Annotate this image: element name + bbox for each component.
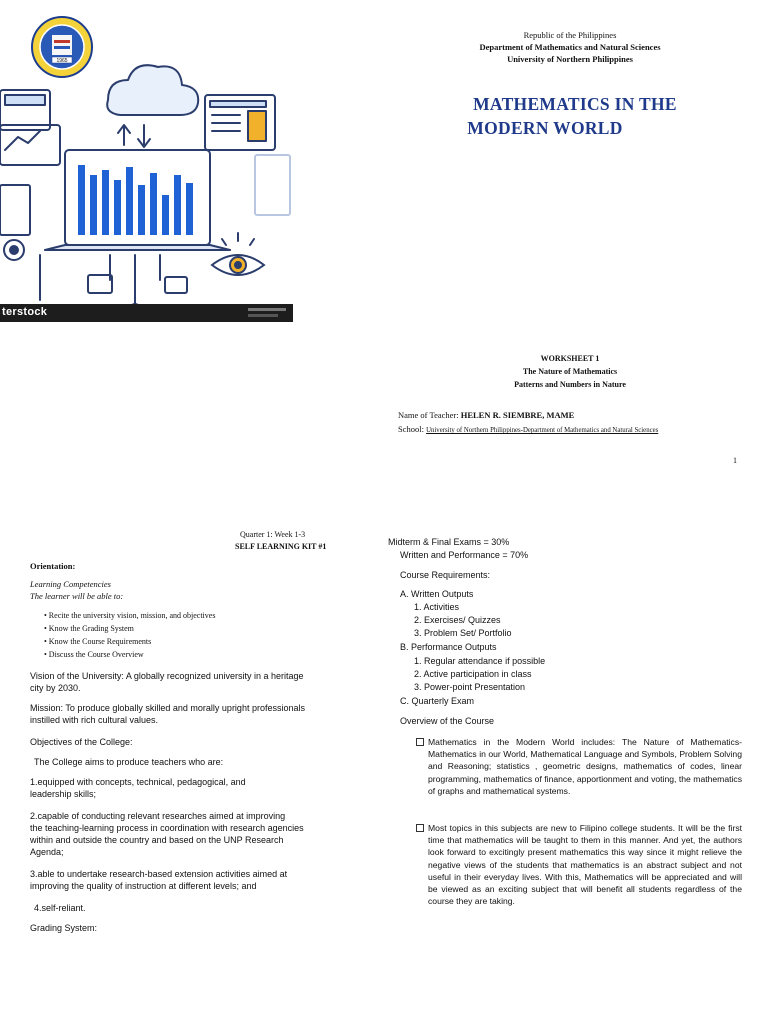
page-number: 1 — [733, 456, 737, 465]
teacher-name: HELEN R. SIEMBRE, MAME — [460, 410, 575, 420]
requirement-item: 2. Active participation in class — [414, 669, 532, 679]
stock-watermark-text: terstock — [2, 306, 48, 318]
objective-line: 1.equipped with concepts, technical, pedagogical, and — [30, 777, 246, 787]
school-name: University of Northern Philippines-Department of Mathematics and Natural Sciences — [426, 427, 659, 434]
competency-item: • Recite the university vision, mission, and objectives — [44, 611, 216, 620]
objectives-intro: The College aims to produce teachers who are: — [34, 757, 224, 767]
written-weight: Written and Performance = 70% — [400, 550, 529, 560]
teacher-label: Name of Teacher: — [398, 410, 459, 420]
stock-caption-line — [248, 308, 286, 311]
competency-item: • Know the Course Requirements — [44, 637, 152, 646]
document-title-line1: MATHEMATICS IN THE — [473, 94, 677, 114]
competency-item: • Know the Grading System — [44, 624, 134, 633]
requirement-item: 1. Regular attendance if possible — [414, 656, 546, 666]
overview-paragraph-text: Most topics in this subjects are new to Filipino college students. It will be the first time that mathematics will be taught to them in this manner. And yet, the authors look forward to excitingly present mathematics this way since it might relieve the negative views of the students that mathematics is an abstract subject and not useful in their everyday lives. With this, Mathematics will be appreciated and will be viewed as an exciting subject that will benefit all students regardless of the course they are taking. — [428, 823, 742, 907]
competency-item: • Discuss the Course Overview — [44, 650, 144, 659]
department-line: Department of Mathematics and Natural Sciences — [479, 42, 661, 52]
learner-intro: The learner will be able to: — [30, 591, 124, 601]
objective-4: 4.self-reliant. — [34, 903, 86, 913]
republic-line: Republic of the Philippines — [523, 30, 617, 40]
university-line: University of Northern Philippines — [507, 54, 633, 64]
document-title-line2: MODERN WORLD — [467, 118, 623, 138]
overview-paragraph-text: Mathematics in the Modern World includes: The Nature of Mathematics- Mathematics in our World, Mathematical Language and Symbols, Problem Solving and Reasoning; statistics , geometric designs, mathematics of codes, linear programming, mathematics of finance, apportionment and voting, the mathematics of graphs and mathematical systems. — [428, 737, 742, 796]
performance-outputs-heading: B. Performance Outputs — [400, 642, 497, 652]
objective-line: 3.able to undertake research-based extension activities aimed at — [30, 869, 288, 879]
objective-2 — [30, 810, 370, 858]
quarterly-exam-heading: C. Quarterly Exam — [400, 696, 475, 706]
worksheet-label: WORKSHEET 1 — [540, 354, 600, 363]
requirement-item: 3. Power-point Presentation — [414, 682, 526, 692]
objective-line: within and outside the country and based on the UNP Research — [30, 835, 284, 845]
cover-page — [0, 0, 768, 480]
school-row — [398, 424, 658, 434]
vision-line: city by 2030. — [30, 683, 81, 693]
requirement-item: 3. Problem Set/ Portfolio — [414, 628, 512, 638]
objective-line: the teaching-learning process in coordination with research agencies — [30, 823, 304, 833]
content-page — [0, 480, 768, 1024]
checkbox-bullet-icon — [416, 824, 424, 832]
worksheet-topic: The Nature of Mathematics — [522, 367, 618, 376]
teacher-row — [398, 410, 574, 420]
mission-text — [30, 702, 370, 726]
objective-line: improving the quality of instruction at different levels; and — [30, 881, 257, 891]
kit-label: SELF LEARNING KIT #1 — [235, 542, 327, 551]
laptop-data-illustration — [0, 55, 293, 321]
vision-text — [30, 670, 370, 694]
written-outputs-heading: A. Written Outputs — [400, 589, 474, 599]
overview-paragraph-2 — [428, 822, 742, 907]
overview-paragraph-1 — [428, 736, 742, 797]
stock-caption-line — [248, 314, 278, 317]
learning-competencies-heading: Learning Competencies — [30, 579, 111, 589]
objective-3 — [30, 868, 370, 892]
mission-line: Mission: To produce globally skilled and morally upright professionals — [30, 703, 305, 713]
objective-line: leadership skills; — [30, 789, 97, 799]
worksheet-topic: Patterns and Numbers in Nature — [514, 380, 626, 389]
requirement-item: 1. Activities — [414, 602, 460, 612]
checkbox-bullet-icon — [416, 738, 424, 746]
school-label: School: — [398, 424, 424, 434]
vision-line: Vision of the University: A globally recognized university in a heritage — [30, 671, 304, 681]
course-requirements-heading: Course Requirements: — [400, 570, 491, 580]
objective-line: 2.capable of conducting relevant researches aimed at improving — [30, 811, 286, 821]
mission-line: instilled with rich cultural values. — [30, 715, 159, 725]
exams-weight: Midterm & Final Exams = 30% — [388, 537, 510, 547]
overview-heading: Overview of the Course — [400, 716, 495, 726]
requirement-item: 2. Exercises/ Quizzes — [414, 615, 501, 625]
orientation-heading: Orientation: — [30, 561, 76, 571]
svg-text:1965: 1965 — [56, 58, 68, 64]
objective-line: Agenda; — [30, 847, 64, 857]
grading-heading: Grading System: — [30, 923, 98, 933]
quarter-label: Quarter 1: Week 1-3 — [240, 530, 306, 539]
objective-1 — [30, 776, 370, 800]
objectives-heading: Objectives of the College: — [30, 737, 133, 747]
stock-watermark-bar — [0, 304, 293, 322]
